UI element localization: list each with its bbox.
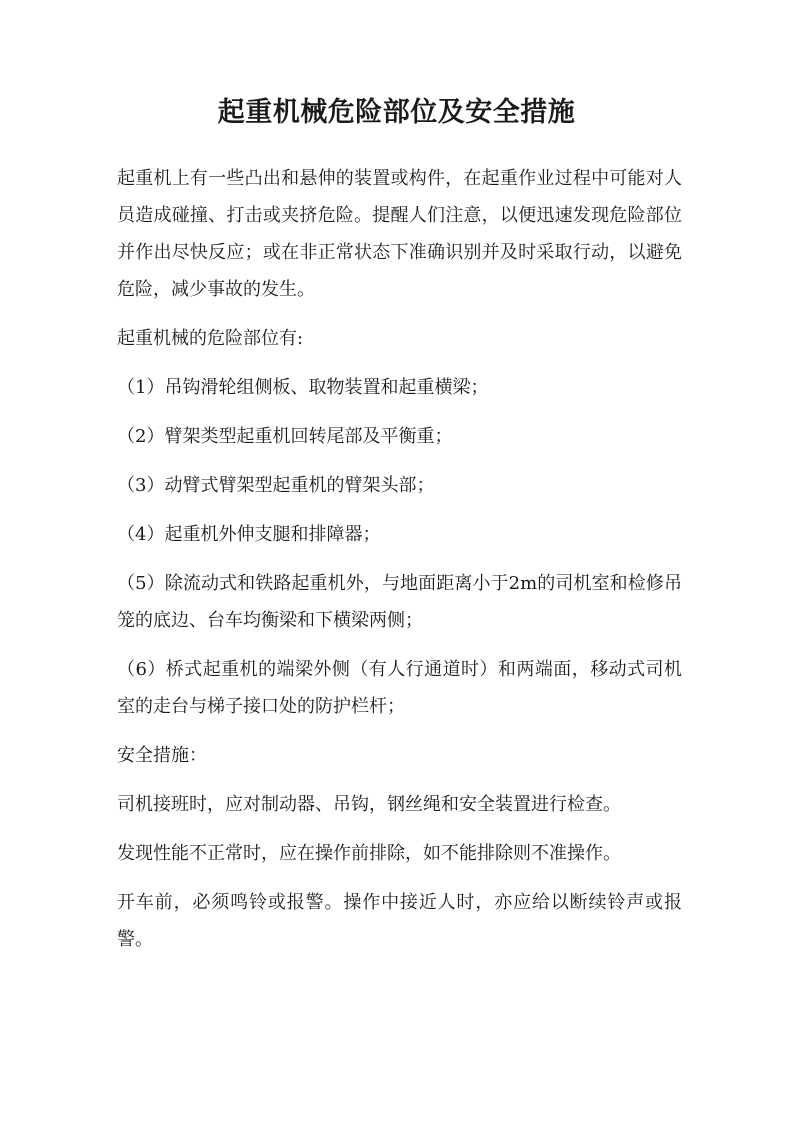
document-body	[117, 160, 682, 970]
hazard-item: （4）起重机外伸支腿和排障器；	[117, 524, 381, 545]
measure-item: 发现性能不正常时，应在操作前排除，如不能排除则不准操作。	[117, 843, 621, 864]
measures-heading: 安全措施：	[117, 745, 207, 766]
hazard-item: （2）臂架类型起重机回转尾部及平衡重；	[117, 426, 453, 447]
hazard-item: （5）除流动式和铁路起重机外，与地面距离小于2m的司机室和检修吊笼的底边、台车均衡梁和下横梁两侧；	[117, 573, 682, 631]
hazard-item: （6）桥式起重机的端梁外侧（有人行通道时）和两端面，移动式司机室的走台与梯子接口处的防护栏杆；	[117, 659, 682, 717]
document-title: 起重机械危险部位及安全措施	[217, 97, 576, 128]
hazard-item: （1）吊钩滑轮组侧板、取物装置和起重横梁；	[117, 377, 489, 398]
hazard-item: （3）动臂式臂架型起重机的臂架头部；	[117, 475, 435, 496]
hazard-heading: 起重机械的危险部位有:	[117, 328, 304, 349]
measure-item: 开车前，必须鸣铃或报警。操作中接近人时，亦应给以断续铃声或报警。	[117, 892, 682, 950]
intro-paragraph: 起重机上有一些凸出和悬伸的装置或构件，在起重作业过程中可能对人员造成碰撞、打击或夹挤危险。提醒人们注意，以便迅速发现危险部位并作出尽快反应；或在非正常状态下准确识别并及时采取行动，以避免危险，减少事故的发生。	[117, 168, 682, 300]
measure-item: 司机接班时，应对制动器、吊钩，钢丝绳和安全装置进行检查。	[117, 794, 621, 815]
